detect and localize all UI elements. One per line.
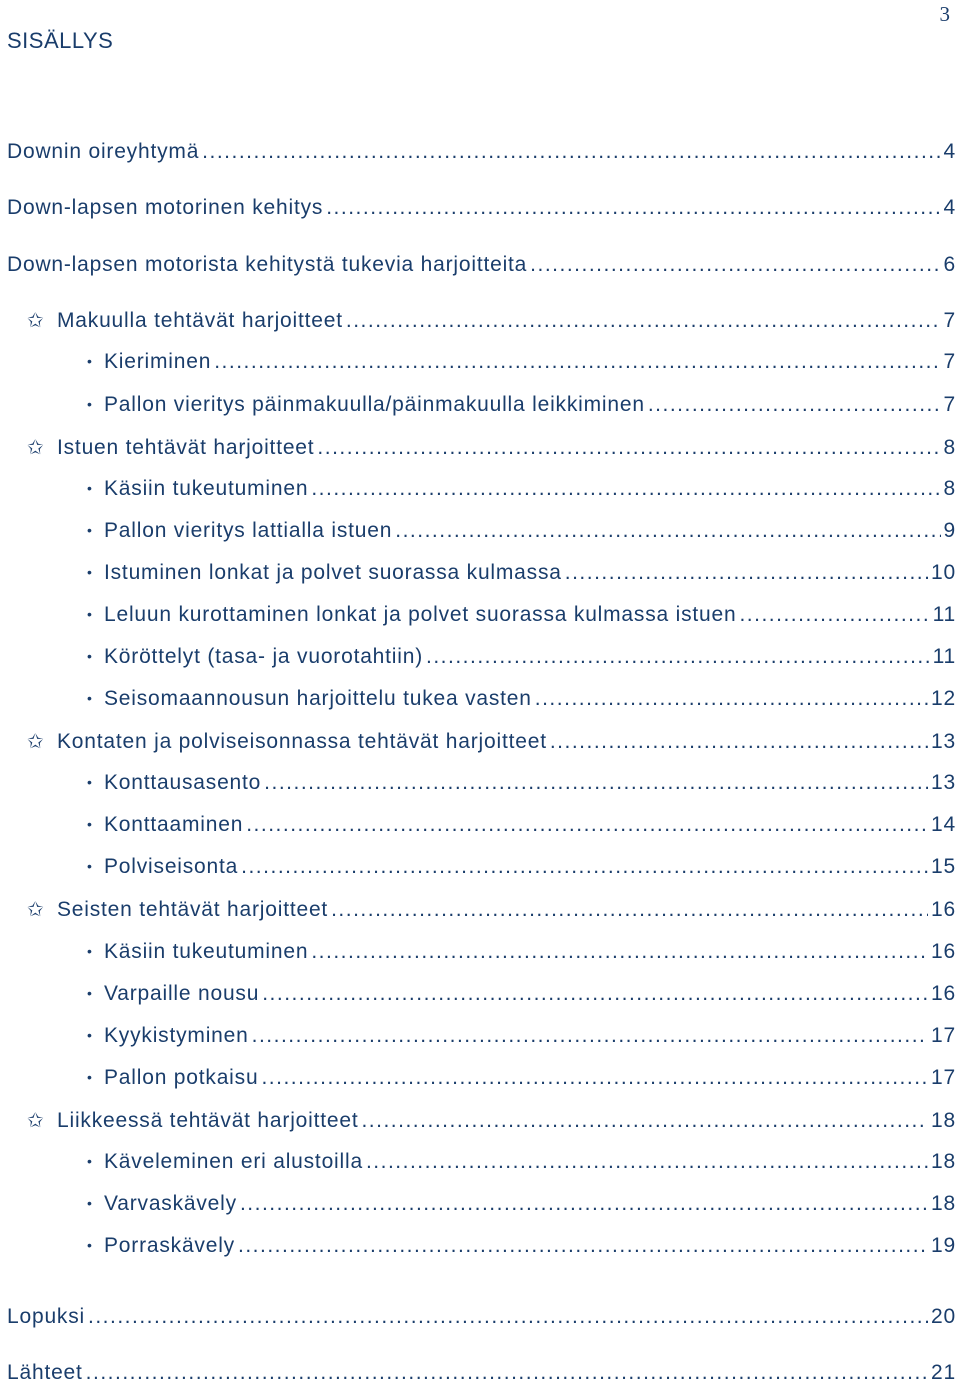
toc-entry-page: 7 (943, 350, 956, 373)
toc-entry-page: 6 (943, 253, 956, 276)
bullet-icon: • (87, 1237, 93, 1253)
toc-entry-title: Pallon vieritys lattialla istuen (104, 519, 393, 542)
bullet-icon: • (87, 606, 93, 622)
toc-entry-title: Kieriminen (104, 350, 212, 373)
bullet-icon: • (87, 943, 93, 959)
toc-entry-title: Käsiin tukeutuminen (104, 940, 309, 963)
dot-leader (326, 196, 940, 220)
toc-entry-page: 8 (943, 436, 956, 459)
dot-leader (214, 350, 940, 374)
toc-entry-title: Istuminen lonkat ja polvet suorassa kulmassa (104, 561, 562, 584)
toc-entry-title: Down-lapsen motorista kehitystä tukevia harjoitteita (7, 253, 528, 276)
toc-entry-page: 15 (931, 855, 956, 878)
toc-entry[interactable] (87, 350, 956, 380)
toc-entry-title: Varpaille nousu (104, 982, 260, 1005)
toc-entry-page: 13 (931, 730, 956, 753)
toc-entry[interactable] (27, 308, 956, 338)
toc-entry[interactable] (87, 603, 956, 633)
dot-leader (311, 477, 940, 501)
toc-entry[interactable] (87, 1066, 956, 1096)
bullet-icon: • (87, 1195, 93, 1211)
toc-entry[interactable] (27, 435, 956, 465)
toc-entry-page: 20 (931, 1305, 956, 1328)
toc-entry-title: Konttaaminen (104, 813, 244, 836)
toc-entry[interactable] (87, 393, 956, 423)
toc-entry[interactable] (87, 561, 956, 591)
toc-entry-title: Köröttelyt (tasa- ja vuorotahtiin) (104, 645, 423, 668)
dot-leader (395, 519, 940, 543)
toc-entry-page: 13 (931, 771, 956, 794)
toc-entry[interactable] (87, 813, 956, 843)
toc-entry-title: Liikkeessä tehtävät harjoitteet (57, 1109, 359, 1132)
dot-leader (565, 561, 928, 585)
toc-entry-page: 4 (943, 140, 956, 163)
toc-entry-title: Kyykistyminen (104, 1024, 249, 1047)
toc-entry-title: Käveleminen eri alustoilla (104, 1150, 363, 1173)
dot-leader (317, 436, 940, 460)
dot-leader (530, 253, 940, 277)
toc-entry-title: Istuen tehtävät harjoitteet (57, 436, 315, 459)
toc-entry[interactable] (87, 645, 956, 675)
toc-entry-page: 12 (931, 687, 956, 710)
star-icon: ✩ (27, 731, 45, 753)
dot-leader (366, 1150, 928, 1174)
dot-leader (739, 603, 929, 627)
toc-entry[interactable] (87, 687, 956, 717)
toc-entry-page: 11 (932, 603, 956, 626)
toc-entry[interactable] (87, 771, 956, 801)
dot-leader (246, 813, 928, 837)
bullet-icon: • (87, 522, 93, 538)
toc-entry[interactable] (87, 1150, 956, 1180)
bullet-icon: • (87, 564, 93, 580)
dot-leader (88, 1305, 928, 1329)
toc-entry-title: Down-lapsen motorinen kehitys (7, 196, 324, 219)
toc-entry-page: 17 (931, 1024, 956, 1047)
toc-entry-page: 10 (931, 561, 956, 584)
toc-entry-page: 4 (943, 196, 956, 219)
toc-entry-page: 18 (931, 1109, 956, 1132)
dot-leader (535, 687, 928, 711)
toc-heading: SISÄLLYS (7, 28, 114, 53)
toc-entry[interactable] (7, 253, 956, 283)
toc-entry-page: 9 (943, 519, 956, 542)
star-icon: ✩ (27, 1110, 45, 1132)
toc-entry[interactable] (7, 140, 956, 170)
dot-leader (240, 1192, 928, 1216)
bullet-icon: • (87, 1027, 93, 1043)
toc-entry-page: 8 (943, 477, 956, 500)
dot-leader (86, 1361, 928, 1385)
toc-entry-page: 21 (931, 1361, 956, 1384)
toc-entry-title: Pallon potkaisu (104, 1066, 259, 1089)
toc-entry[interactable] (87, 982, 956, 1012)
toc-entry[interactable] (87, 477, 956, 507)
star-icon: ✩ (27, 310, 45, 332)
bullet-icon: • (87, 648, 93, 664)
toc-entry[interactable] (27, 729, 956, 759)
toc-entry-title: Downin oireyhtymä (7, 140, 200, 163)
bullet-icon: • (87, 480, 93, 496)
toc-entry-title: Lopuksi (7, 1305, 85, 1328)
toc-entry-page: 11 (932, 645, 956, 668)
star-icon: ✩ (27, 437, 45, 459)
dot-leader (261, 1066, 928, 1090)
bullet-icon: • (87, 690, 93, 706)
bullet-icon: • (87, 353, 93, 369)
toc-entry[interactable] (87, 1234, 956, 1264)
dot-leader (202, 140, 940, 164)
toc-entry-page: 16 (931, 940, 956, 963)
toc-entry[interactable] (27, 1108, 956, 1138)
toc-entry-title: Varvaskävely (104, 1192, 237, 1215)
bullet-icon: • (87, 774, 93, 790)
toc-entry-page: 7 (943, 393, 956, 416)
bullet-icon: • (87, 985, 93, 1001)
dot-leader (426, 645, 930, 669)
toc-entry-page: 17 (931, 1066, 956, 1089)
page-number: 3 (939, 2, 950, 26)
toc-entry[interactable] (27, 897, 956, 927)
dot-leader (311, 940, 928, 964)
toc-entry-title: Seisomaannousun harjoittelu tukea vasten (104, 687, 532, 710)
dot-leader (252, 1024, 928, 1048)
dot-leader (262, 982, 928, 1006)
bullet-icon: • (87, 858, 93, 874)
dot-leader (264, 771, 928, 795)
toc-entry-page: 18 (931, 1192, 956, 1215)
dot-leader (550, 730, 928, 754)
toc-entry[interactable] (7, 1361, 956, 1391)
toc-entry-page: 16 (931, 898, 956, 921)
toc-entry-title: Polviseisonta (104, 855, 239, 878)
bullet-icon: • (87, 396, 93, 412)
toc-entry-title: Konttausasento (104, 771, 262, 794)
toc-entry[interactable] (87, 855, 956, 885)
dot-leader (238, 1234, 928, 1258)
bullet-icon: • (87, 1153, 93, 1169)
bullet-icon: • (87, 816, 93, 832)
toc-entry[interactable] (87, 1024, 956, 1054)
dot-leader (331, 898, 928, 922)
toc-entry-page: 14 (931, 813, 956, 836)
toc-entry-title: Leluun kurottaminen lonkat ja polvet suorassa kulmassa istuen (104, 603, 737, 626)
dot-leader (346, 309, 941, 333)
toc-entry[interactable] (87, 940, 956, 970)
bullet-icon: • (87, 1069, 93, 1085)
toc-entry-title: Lähteet (7, 1361, 83, 1384)
toc-entry[interactable] (7, 196, 956, 226)
toc-entry-title: Käsiin tukeutuminen (104, 477, 309, 500)
toc-entry-title: Pallon vieritys päinmakuulla/päinmakuulla leikkiminen (104, 393, 645, 416)
toc-entry-page: 19 (931, 1234, 956, 1257)
toc-entry[interactable] (7, 1305, 956, 1335)
toc-entry-page: 18 (931, 1150, 956, 1173)
toc-entry-title: Kontaten ja polviseisonnassa tehtävät harjoitteet (57, 730, 547, 753)
toc-entry[interactable] (87, 519, 956, 549)
toc-entry-title: Seisten tehtävät harjoitteet (57, 898, 329, 921)
toc-entry-page: 16 (931, 982, 956, 1005)
toc-entry-page: 7 (943, 309, 956, 332)
dot-leader (241, 855, 928, 879)
star-icon: ✩ (27, 899, 45, 921)
toc-entry-title: Porraskävely (104, 1234, 235, 1257)
toc-entry[interactable] (87, 1192, 956, 1222)
dot-leader (648, 393, 941, 417)
dot-leader (361, 1109, 928, 1133)
toc-entry-title: Makuulla tehtävät harjoitteet (57, 309, 343, 332)
